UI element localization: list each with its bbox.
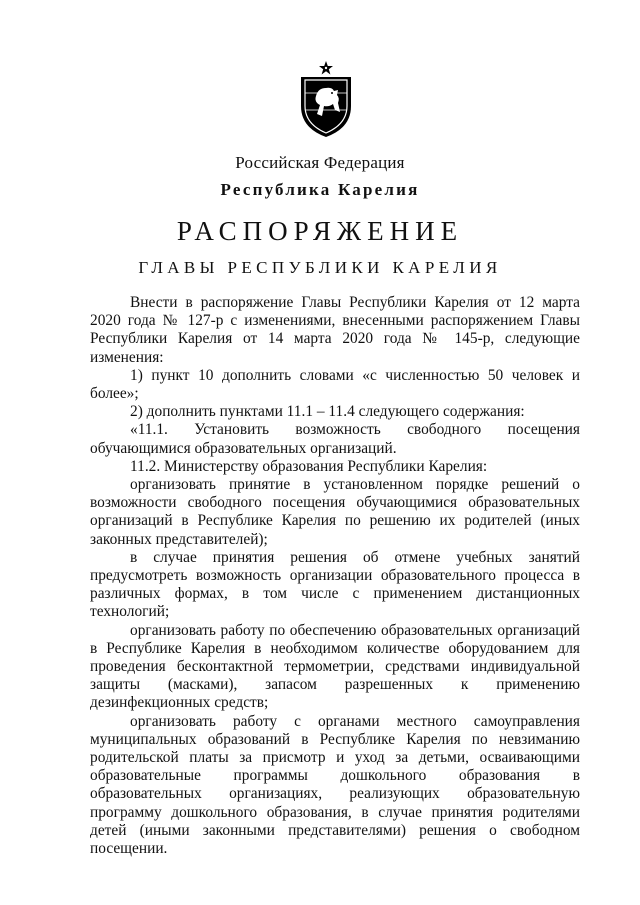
paragraph: 1) пункт 10 дополнить словами «с численностью 50 человек и более»; — [90, 366, 580, 403]
issuer-title: ГЛАВЫ РЕСПУБЛИКИ КАРЕЛИЯ — [138, 258, 502, 277]
republic-name: Республика Карелия — [220, 180, 420, 199]
country-name: Российская Федерация — [235, 153, 405, 172]
paragraph: организовать работу по обеспечению образовательных организаций в Республике Карелия в необходимом количестве оборудованием для проведения бесконтактной термометрии, средствами индивидуальной защиты (масками), запасом разрешенных к применению дезинфекционных средств; — [90, 621, 580, 712]
paragraph: 11.2. Министерству образования Республики Карелия: — [130, 457, 488, 475]
paragraph: 2) дополнить пунктами 11.1 – 11.4 следующего содержания: — [130, 403, 525, 421]
paragraph: Внести в распоряжение Главы Республики Карелия от 12 марта 2020 года № 127-р с изменениями, внесенными распоряжением Главы Республики Карелия от 14 марта 2020 года № 145-р, следующие изменения: — [90, 294, 580, 366]
paragraph: «11.1. Установить возможность свободного посещения обучающимися образовательных организаций. — [90, 421, 580, 457]
paragraph: организовать работу с органами местного самоуправления муниципальных образований в Республике Карелия по невзиманию родительской платы за присмотр и уход за детьми, осваивающими образовательные программы дошкольного образования в образовательных организациях, реализующих образовательную программу дошкольного образования, в случае принятия родителями детей (иными законными представителями) решения о свободном посещении. — [90, 712, 580, 858]
paragraph: организовать принятие в установленном порядке решений о возможности свободного посещения обучающимися образовательных организаций в Республике Карелия по решению их родителей (иных законных представителей); — [90, 476, 580, 548]
karelia-coat-of-arms-icon — [296, 60, 356, 140]
paragraph: в случае принятия решения об отмене учебных занятий предусмотреть возможность организации образовательного процесса в различных формах, в том числе с применением дистанционных технологий; — [90, 548, 580, 621]
document-type-title: РАСПОРЯЖЕНИЕ — [176, 216, 464, 246]
document-body — [90, 294, 580, 858]
